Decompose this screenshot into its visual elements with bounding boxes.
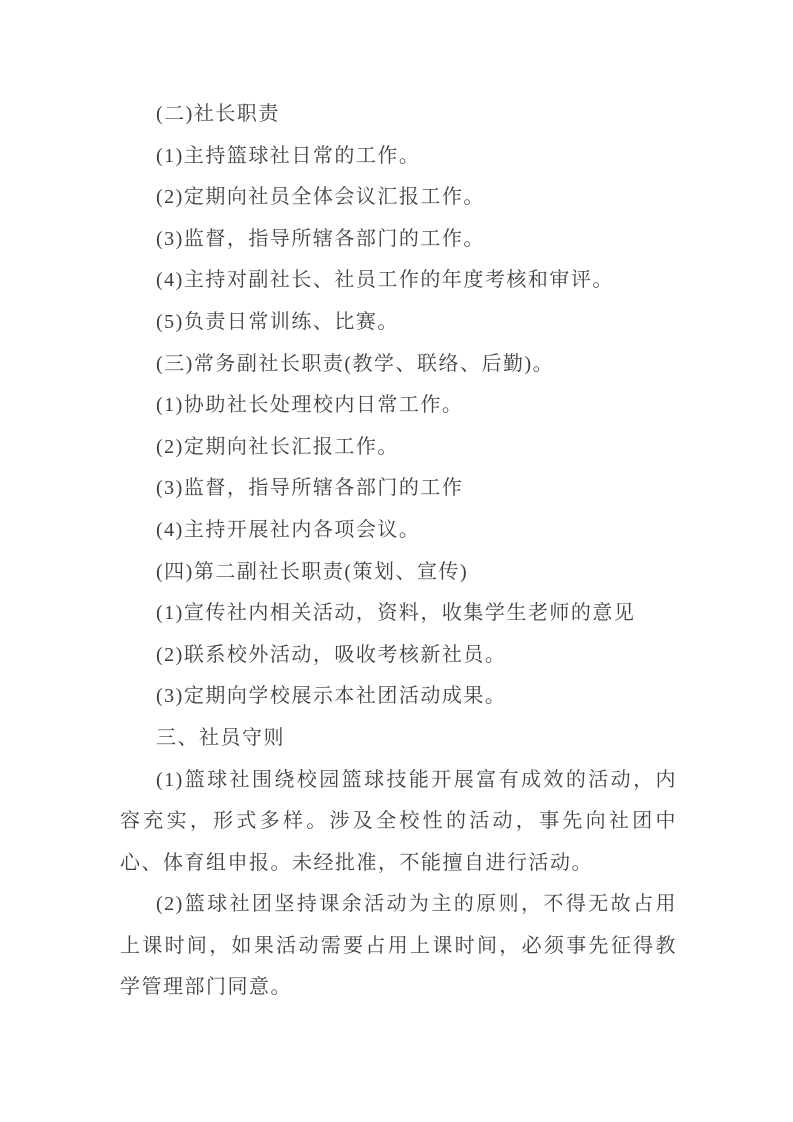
paragraph: (5)负责日常训练、比赛。	[156, 310, 399, 333]
paragraph: (1)篮球社围绕校园篮球技能开展富有成效的活动，内容充实，形式多样。涉及全校性的活动，事先向社团中心、体育组申报。未经批准，不能擅自进行活动。	[120, 768, 677, 874]
paragraph: (二)社长职责	[156, 103, 280, 125]
paragraph: (1)协助社长处理校内日常工作。	[156, 394, 464, 417]
paragraph: (3)监督，指导所辖各部门的工作	[156, 477, 464, 500]
paragraph: (1)宣传社内相关活动，资料，收集学生老师的意见	[156, 602, 636, 625]
paragraph: (2)联系校外活动，吸收考核新社员。	[156, 643, 507, 666]
paragraph: 三、社员守则	[156, 726, 285, 749]
paragraph: (2)定期向社长汇报工作。	[156, 435, 399, 458]
paragraph: (4)主持开展社内各项会议。	[156, 518, 421, 541]
paragraph: (3)监督，指导所辖各部门的工作。	[156, 227, 485, 250]
paragraph: (2)篮球社团坚持课余活动为主的原则，不得无故占用上课时间，如果活动需要占用上课时间，必须事先征得教学管理部门同意。	[120, 893, 677, 999]
paragraph: (4)主持对副社长、社员工作的年度考核和审评。	[156, 269, 614, 292]
document-body	[120, 94, 677, 1009]
paragraph: (1)主持篮球社日常的工作。	[156, 144, 421, 167]
paragraph: (四)第二副社长职责(策划、宣传)	[156, 560, 469, 583]
paragraph: (2)定期向社员全体会议汇报工作。	[156, 186, 485, 209]
paragraph: (三)常务副社长职责(教学、联络、后勤)。	[156, 352, 555, 375]
paragraph: (3)定期向学校展示本社团活动成果。	[156, 685, 507, 708]
